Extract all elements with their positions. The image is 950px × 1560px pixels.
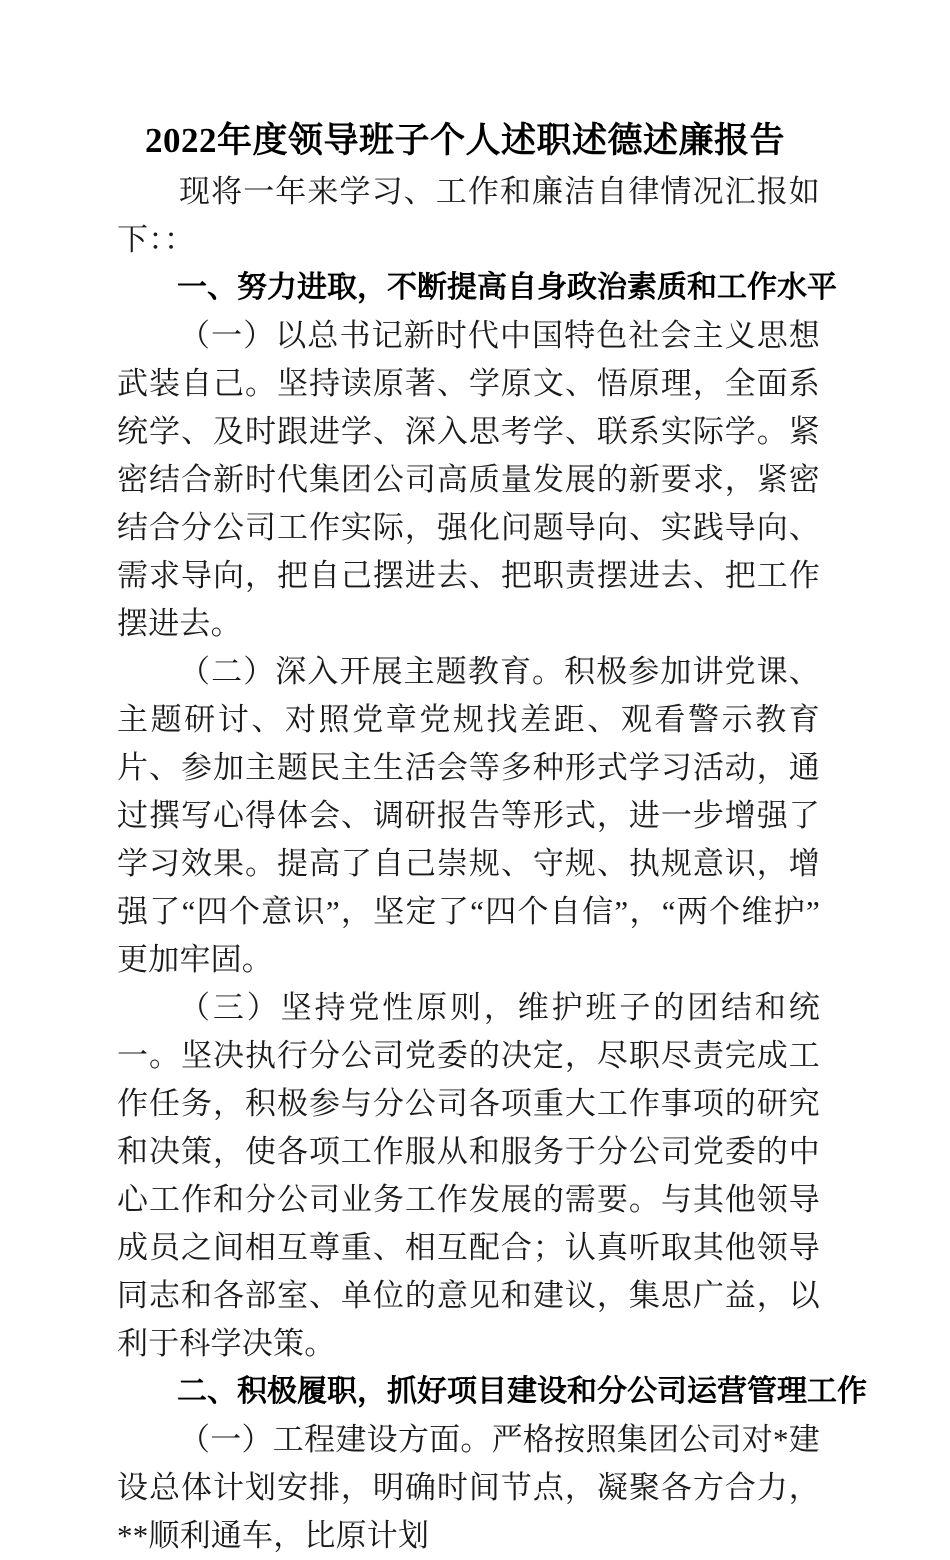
- intro-paragraph: 现将一年来学习、工作和廉洁自律情况汇报如下：：: [117, 174, 820, 257]
- paragraph-2-1: （一）工程建设方面。严格按照集团公司对*建设总体计划安排，明确时间节点，凝聚各方合力，**顺利通车，比原计划: [117, 1422, 820, 1553]
- page-title: 2022年度领导班子个人述职述德述廉报告: [145, 121, 786, 160]
- section-heading-two: 二、积极履职，抓好项目建设和分公司运营管理工作: [177, 1375, 867, 1408]
- document-body: [117, 168, 867, 1560]
- paragraph-1-2: （二）深入开展主题教育。积极参加讲党课、主题研讨、对照党章党规找差距、观看警示教育片、参加主题民主生活会等多种形式学习活动，通过撰写心得体会、调研报告等形式，进一步增强了学习效果。提高了自己崇规、守规、执规意识，增强了“四个意识”，坚定了“四个自信”，“两个维护”更加牢固。: [117, 654, 820, 977]
- paragraph-1-3: （三）坚持党性原则，维护班子的团结和统一。坚决执行分公司党委的决定，尽职尽责完成工作任务，积极参与分公司各项重大工作事项的研究和决策，使各项工作服从和服务于分公司党委的中心工作和分公司业务工作发展的需要。与其他领导成员之间相互尊重、相互配合；认真听取其他领导同志和各部室、单位的意见和建议，集思广益，以利于科学决策。: [117, 990, 820, 1361]
- section-heading-one: 一、努力进取，不断提高自身政治素质和工作水平: [177, 271, 837, 304]
- paragraph-1-1: （一）以总书记新时代中国特色社会主义思想武装自己。坚持读原著、学原文、悟原理，全面系统学、及时跟进学、深入思考学、联系实际学。紧密结合新时代集团公司高质量发展的新要求，紧密结合分公司工作实际，强化问题导向、实践导向、需求导向，把自己摆进去、把职责摆进去、把工作摆进去。: [117, 318, 820, 641]
